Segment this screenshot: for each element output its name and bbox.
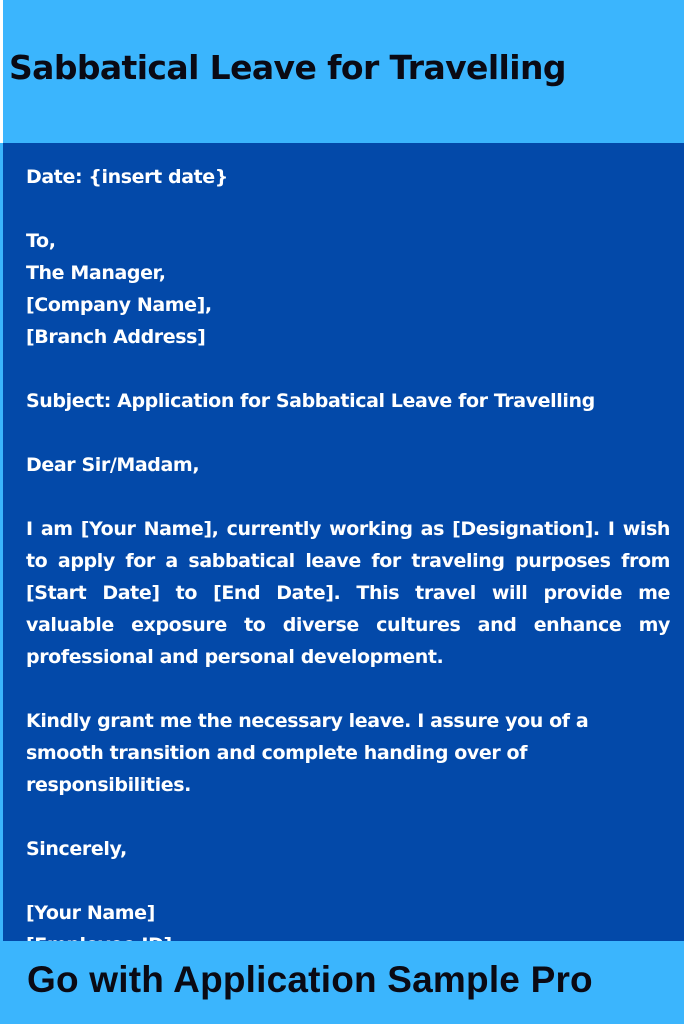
letter-date: Date: {insert date} <box>26 166 228 188</box>
recipient-company: [Company Name], <box>26 294 212 316</box>
letter-paragraph-2: Kindly grant me the necessary leave. I assure you of a smooth transition and complete handing over of responsibilities. <box>26 710 589 796</box>
page-header <box>3 0 684 143</box>
recipient-to: To, <box>26 230 56 252</box>
recipient-address: [Branch Address] <box>26 326 206 348</box>
recipient-block <box>26 225 670 353</box>
letter-paragraph-1: I am [Your Name], currently working as [Designation]. I wish to apply for a sabbatical leave for traveling purposes from [Start Date] to [End Date]. This travel will provide me valuable exposure to diverse cultures and enhance my professional and personal development. <box>26 518 670 668</box>
footer-brand: Go with Application Sample Pro <box>27 959 593 1000</box>
recipient-title: The Manager, <box>26 262 166 284</box>
letter-subject: Subject: Application for Sabbatical Leave for Travelling <box>26 390 595 412</box>
page-title: Sabbatical Leave for Travelling <box>9 48 566 87</box>
letter-body <box>26 161 670 961</box>
signature-name: [Your Name] <box>26 902 155 924</box>
letter-closing: Sincerely, <box>26 838 127 860</box>
letter-panel <box>0 143 684 941</box>
page-footer <box>0 941 684 1024</box>
letter-greeting: Dear Sir/Madam, <box>26 454 200 476</box>
